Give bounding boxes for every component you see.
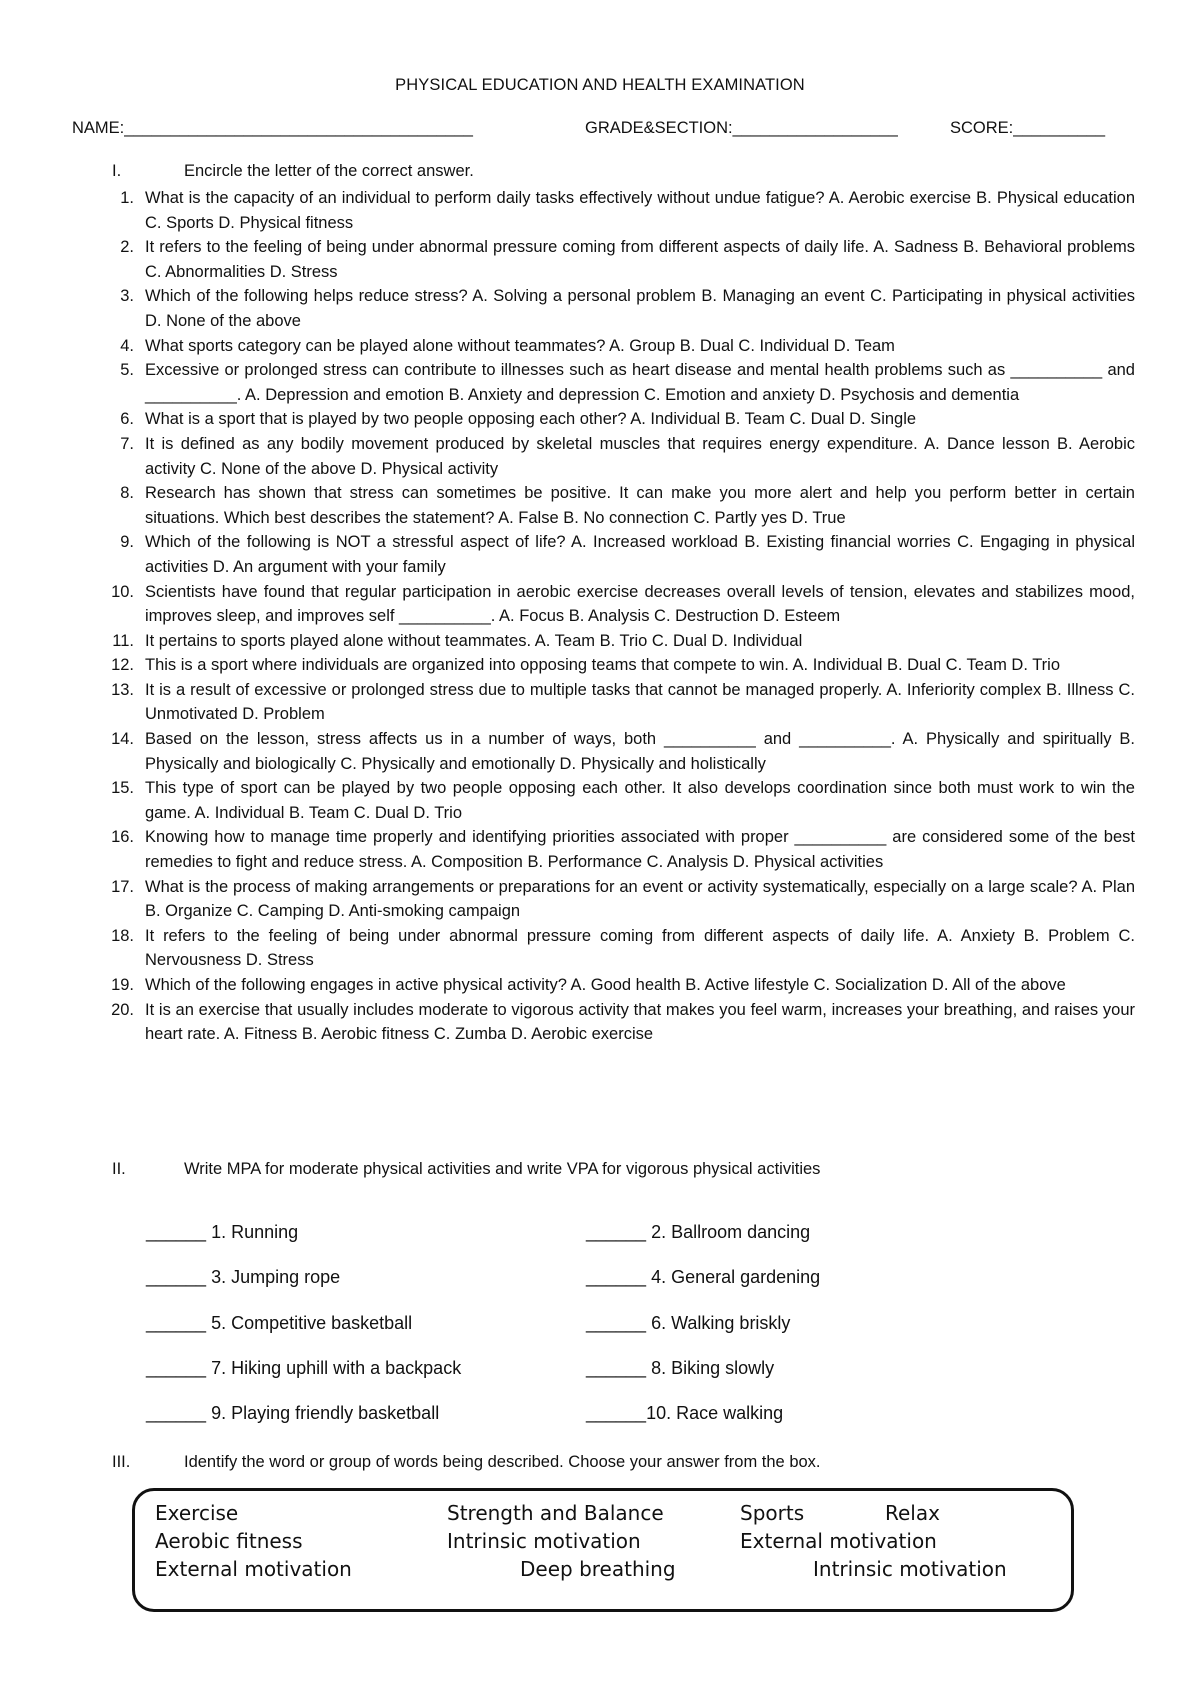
question-item [104, 924, 1135, 973]
question-text: It is a result of excessive or prolonged stress due to multiple tasks that cannot be managed properly. A. Inferiority complex B. Illness C. Unmotivated D. Problem [145, 680, 1135, 724]
question-text: It refers to the feeling of being under abnormal pressure coming from different aspects of daily life. A. Anxiety B. Problem C. Nervousness D. Stress [145, 926, 1135, 970]
question-item [104, 973, 1135, 998]
activity-item[interactable]: ______ 5. Competitive basketball [146, 1313, 413, 1333]
question-text: It pertains to sports played alone without teammates. A. Team B. Trio C. Dual D. Individual [145, 631, 803, 650]
question-number: 4. [120, 336, 134, 355]
word-bank-item: External motivation [740, 1529, 937, 1553]
question-item [104, 530, 1135, 579]
activity-item[interactable]: ______10. Race walking [586, 1403, 784, 1423]
question-text: It is defined as any bodily movement produced by skeletal muscles that requires energy expenditure. A. Dance lesson B. Aerobic activity C. None of the above D. Physical activity [145, 434, 1135, 478]
question-list [104, 186, 1135, 1047]
question-item [104, 358, 1135, 407]
word-bank-item: Aerobic fitness [155, 1529, 303, 1553]
question-item [104, 727, 1135, 776]
question-item [104, 481, 1135, 530]
question-number: 20. [111, 1000, 134, 1019]
activity-item[interactable]: ______ 1. Running [146, 1222, 299, 1242]
question-item [104, 334, 1135, 359]
question-number: 3. [120, 287, 134, 306]
question-item [104, 875, 1135, 924]
question-number: 19. [111, 976, 134, 994]
activity-item[interactable]: ______ 9. Playing friendly basketball [146, 1403, 440, 1423]
part2-numeral: II. [112, 1160, 126, 1178]
score-field[interactable]: SCORE:__________ [950, 119, 1106, 137]
question-number: 2. [120, 238, 134, 257]
question-item [104, 186, 1135, 235]
question-item [104, 653, 1135, 678]
question-text: Research has shown that stress can sometimes be positive. It can make you more alert and help you perform better in certain situations. Which best describes the statement? A. False B. No connection C. Partly yes D. True [145, 484, 1135, 527]
question-text: What is the process of making arrangements or preparations for an event or activity systematically, especially on a large scale? A. Plan B. Organize C. Camping D. Anti-smoking campaign [145, 877, 1135, 921]
question-text: What sports category can be played alone without teammates? A. Group B. Dual C. Individual D. Team [145, 336, 895, 355]
question-text: Knowing how to manage time properly and identifying priorities associated with proper __________ are considered some of the best remedies to fight and reduce stress. A. Composition B. Performance C. Analysis D. Physical activities [145, 828, 1135, 872]
question-text: Which of the following helps reduce stress? A. Solving a personal problem B. Managing an event C. Participating in physical activities D. None of the above [145, 287, 1135, 330]
question-item [104, 998, 1135, 1047]
word-bank-item: External motivation [155, 1557, 352, 1581]
activity-item[interactable]: ______ 2. Ballroom dancing [586, 1222, 811, 1242]
question-text: Based on the lesson, stress affects us in a number of ways, both __________ and __________. A. Physically and spiritually B. Physically and biologically C. Physically and emotionally D. Physically and holistically [145, 730, 1135, 773]
question-text: It refers to the feeling of being under abnormal pressure coming from different aspects of daily life. A. Sadness B. Behavioral problems C. Abnormalities D. Stress [145, 238, 1135, 281]
word-bank-item: Deep breathing [520, 1557, 676, 1581]
activity-item[interactable]: ______ 3. Jumping rope [146, 1267, 341, 1287]
question-item [104, 825, 1135, 874]
activity-item[interactable]: ______ 7. Hiking uphill with a backpack [146, 1358, 462, 1378]
question-item [104, 776, 1135, 825]
question-text: This is a sport where individuals are organized into opposing teams that compete to win. A. Individual B. Dual C. Team D. Trio [145, 656, 1060, 675]
activity-item[interactable]: ______ 8. Biking slowly [586, 1358, 775, 1378]
word-bank-item: Relax [885, 1501, 940, 1525]
word-bank-item: Intrinsic motivation [813, 1557, 1007, 1581]
question-text: What is a sport that is played by two people opposing each other? A. Individual B. Team C. Dual D. Single [145, 410, 917, 429]
question-number: 8. [120, 484, 134, 503]
question-number: 14. [111, 730, 134, 749]
question-item [104, 407, 1135, 432]
activity-item[interactable]: ______ 4. General gardening [586, 1267, 821, 1287]
question-number: 12. [111, 656, 134, 675]
question-number: 15. [111, 779, 134, 798]
question-item [104, 580, 1135, 629]
question-text: This type of sport can be played by two people opposing each other. It also develops coordination since both must work to win the game. A. Individual B. Team C. Dual D. Trio [145, 779, 1135, 822]
question-text: Which of the following engages in active physical activity? A. Good health B. Active lifestyle C. Socialization D. All of the above [145, 976, 1066, 994]
part2-instruction: Write MPA for moderate physical activities and write VPA for vigorous physical activities [184, 1160, 821, 1178]
question-item [104, 678, 1135, 727]
question-item [104, 432, 1135, 481]
name-field[interactable]: NAME:______________________________________ [72, 119, 473, 137]
question-number: 9. [120, 533, 134, 552]
question-item [104, 284, 1135, 333]
question-number: 10. [111, 582, 134, 601]
question-number: 7. [120, 434, 134, 453]
question-text: Which of the following is NOT a stressful aspect of life? A. Increased workload B. Existing financial worries C. Engaging in physical activities D. An argument with your family [145, 533, 1135, 576]
word-bank-item: Intrinsic motivation [447, 1529, 641, 1553]
question-number: 18. [111, 926, 134, 945]
part3-numeral: III. [112, 1453, 131, 1471]
question-number: 11. [112, 631, 134, 650]
question-number: 13. [111, 680, 134, 699]
word-bank-item: Strength and Balance [447, 1501, 664, 1525]
part3-instruction: Identify the word or group of words being described. Choose your answer from the box. [184, 1453, 821, 1471]
question-number: 17. [111, 877, 134, 896]
question-text: What is the capacity of an individual to perform daily tasks effectively without undue fatigue? A. Aerobic exercise B. Physical education C. Sports D. Physical fitness [145, 189, 1135, 232]
question-number: 6. [120, 410, 134, 429]
part1-numeral: I. [112, 162, 122, 180]
word-bank-box [132, 1488, 1074, 1612]
question-text: It is an exercise that usually includes moderate to vigorous activity that makes you feel warm, increases your breathing, and raises your heart rate. A. Fitness B. Aerobic fitness C. Zumba D. Aerobic exercise [145, 1000, 1135, 1044]
question-number: 5. [120, 361, 134, 380]
activity-item[interactable]: ______ 6. Walking briskly [586, 1313, 791, 1333]
question-item [104, 235, 1135, 284]
question-number: 16. [111, 828, 134, 847]
question-number: 1. [120, 189, 134, 207]
question-text: Excessive or prolonged stress can contribute to illnesses such as heart disease and mental health problems such as __________ and __________. A. Depression and emotion B. Anxiety and depression C. Emotion and anxiety D. Psychosis and dementia [145, 361, 1135, 404]
word-bank-item: Sports [740, 1501, 805, 1525]
word-bank-item: Exercise [155, 1501, 239, 1525]
question-text: Scientists have found that regular participation in aerobic exercise decreases overall levels of tension, elevates and stabilizes mood, improves sleep, and improves self __________. A. Focus B. Analysis C. Destruction D. Esteem [145, 582, 1135, 626]
question-item [104, 629, 1135, 654]
part1-instruction: Encircle the letter of the correct answer. [184, 162, 474, 180]
exam-title: PHYSICAL EDUCATION AND HEALTH EXAMINATION [395, 76, 805, 94]
grade-section-field[interactable]: GRADE&SECTION:__________________ [585, 119, 898, 137]
